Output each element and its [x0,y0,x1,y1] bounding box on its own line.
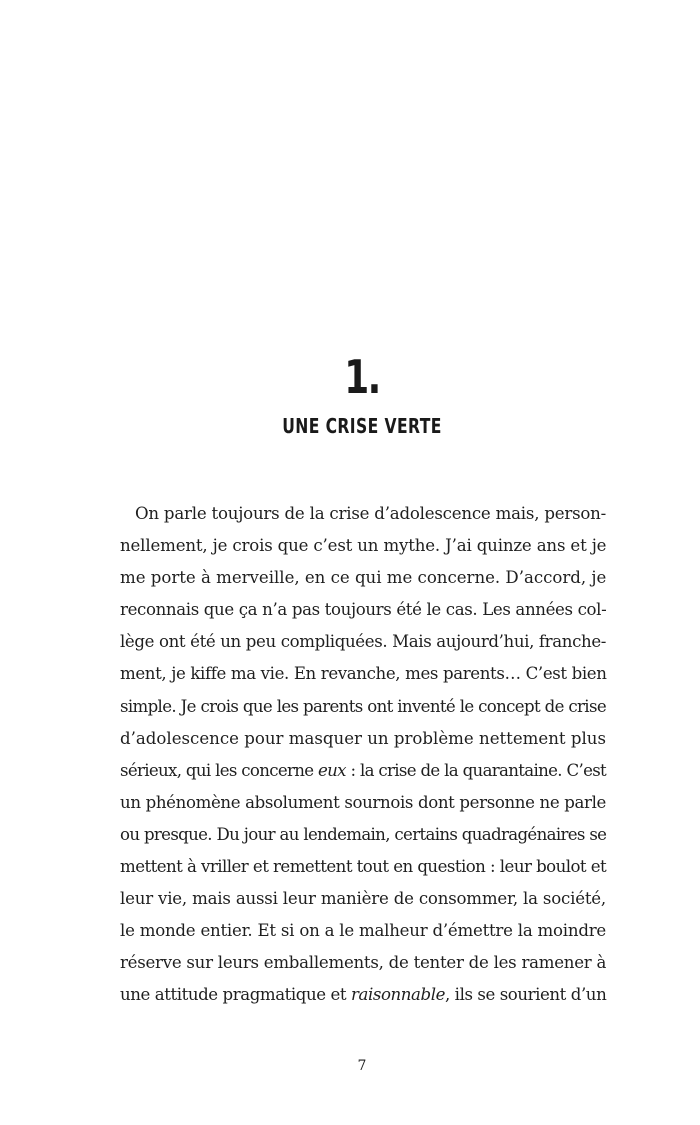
body-line: lège ont été un peu compliquées. Mais aujourd’hui, franche- [120,632,606,652]
body-line: On parle toujours de la crise d’adolescence mais, person- [135,504,607,523]
body-line: mettent à vriller et remettent tout en question : leur boulot et [120,857,607,877]
body-line-part: sérieux, qui les concerne [120,760,318,780]
body-line: me porte à merveille, en ce qui me concerne. D’accord, je [120,568,607,588]
body-line: leur vie, mais aussi leur manière de consommer, la société, [120,889,606,909]
chapter-title: UNE CRISE VERTE [282,414,442,438]
body-line: d’adolescence pour masquer un problème nettement plus [120,728,606,748]
body-line: un phénomène absolument sournois dont personne ne parle [120,792,606,812]
body-line-part: , ils se sourient d’un [444,985,607,1005]
body-line [120,755,606,787]
body-line: ment, je kiffe ma vie. En revanche, mes parents… C’est bien [120,664,607,684]
body-line: réserve sur leurs emballements, de tenter de les ramener à [120,953,607,973]
chapter-number: 1. [344,350,380,404]
body-line: simple. Je crois que les parents ont inventé le concept de crise [120,696,606,716]
body-line: ou presque. Du jour au lendemain, certains quadragénaires se [120,824,607,844]
page-number: 7 [357,1058,367,1074]
chapter-body [120,498,606,1012]
body-line-part: une attitude pragmatique et [120,985,351,1005]
body-line [120,979,606,1011]
emphasis-text: raisonnable [351,985,445,1005]
body-line: reconnais que ça n’a pas toujours été le cas. Les années col- [120,600,607,620]
body-line: le monde entier. Et si on a le malheur d’émettre la moindre [120,921,606,941]
emphasis-text: eux [318,760,346,780]
body-line-part: : la crise de la quarantaine. C’est [345,760,607,780]
body-line: nellement, je crois que c’est un mythe. J’ai quinze ans et je [120,536,607,556]
